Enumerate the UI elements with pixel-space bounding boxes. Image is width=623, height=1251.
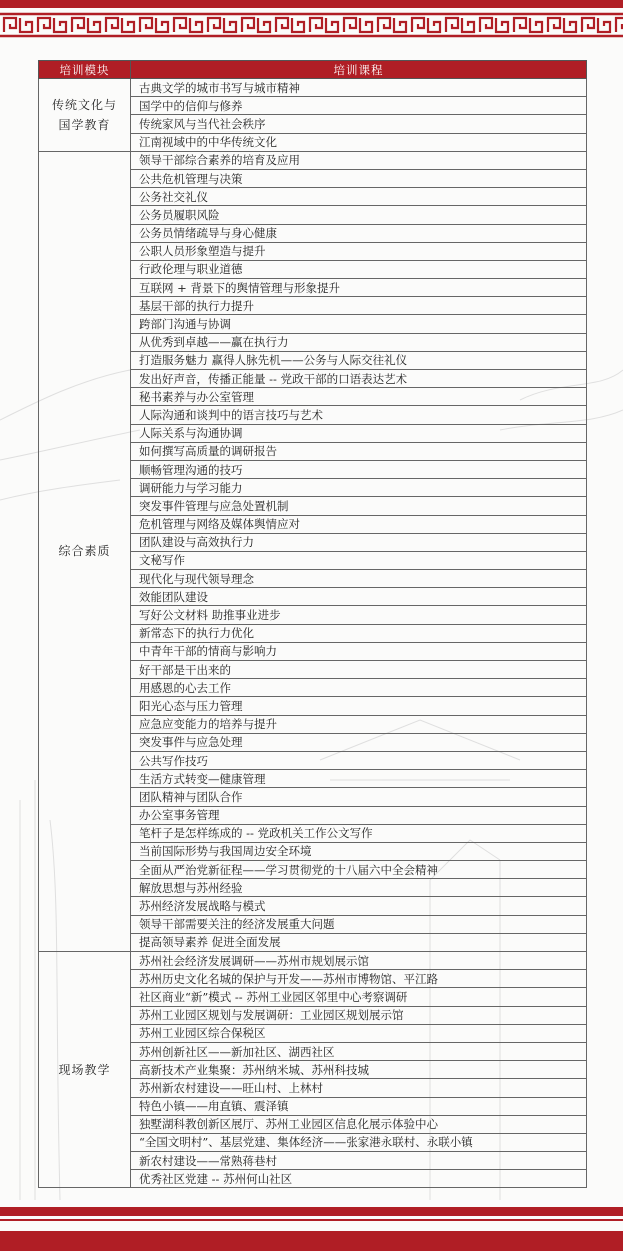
course-cell: 苏州经济发展战略与模式: [131, 897, 587, 915]
course-cell: 公职人员形象塑造与提升: [131, 242, 587, 260]
course-cell: 独墅湖科教创新区展厅、苏州工业园区信息化展示体验中心: [131, 1115, 587, 1133]
course-cell: 公务员履职风险: [131, 206, 587, 224]
course-cell: 顺畅管理沟通的技巧: [131, 460, 587, 478]
course-cell: 特色小镇——甪直镇、震泽镇: [131, 1097, 587, 1115]
course-cell: 国学中的信仰与修养: [131, 97, 587, 115]
course-cell: 打造服务魅力 赢得人脉先机——公务与人际交往礼仪: [131, 351, 587, 369]
course-cell: 苏州工业园区综合保税区: [131, 1024, 587, 1042]
course-cell: 人际沟通和谈判中的语言技巧与艺术: [131, 406, 587, 424]
course-cell: 调研能力与学习能力: [131, 479, 587, 497]
course-cell: 江南视域中的中华传统文化: [131, 133, 587, 151]
course-cell: 公共写作技巧: [131, 751, 587, 769]
course-cell: 现代化与现代领导理念: [131, 570, 587, 588]
header-module: 培训模块: [39, 61, 131, 79]
course-cell: 团队精神与团队合作: [131, 788, 587, 806]
course-cell: 提高领导素养 促进全面发展: [131, 933, 587, 951]
table-header-row: [39, 61, 587, 79]
course-cell: 新常态下的执行力优化: [131, 624, 587, 642]
module-name-cell: 综合素质: [39, 151, 131, 951]
course-cell: 苏州新农村建设——旺山村、上林村: [131, 1079, 587, 1097]
course-cell: 应急应变能力的培养与提升: [131, 715, 587, 733]
course-cell: 中青年干部的情商与影响力: [131, 642, 587, 660]
course-cell: 写好公文材料 助推事业进步: [131, 606, 587, 624]
course-cell: 传统家风与当代社会秩序: [131, 115, 587, 133]
course-cell: 苏州创新社区——新加社区、湖西社区: [131, 1042, 587, 1060]
bottom-band-border: [0, 1207, 623, 1251]
course-cell: 发出好声音，传播正能量 -- 党政干部的口语表达艺术: [131, 370, 587, 388]
course-cell: 公务员情绪疏导与身心健康: [131, 224, 587, 242]
course-cell: 高新技术产业集聚：苏州纳米城、苏州科技城: [131, 1061, 587, 1079]
top-fretwork-border: [0, 0, 623, 44]
course-cell: 突发事件与应急处理: [131, 733, 587, 751]
course-cell: 苏州社会经济发展调研——苏州市规划展示馆: [131, 952, 587, 970]
course-cell: 文秘写作: [131, 551, 587, 569]
course-cell: 人际关系与沟通协调: [131, 424, 587, 442]
course-cell: 苏州历史文化名城的保护与开发——苏州市博物馆、平江路: [131, 970, 587, 988]
course-cell: 苏州工业园区规划与发展调研：工业园区规划展示馆: [131, 1006, 587, 1024]
course-cell: 办公室事务管理: [131, 806, 587, 824]
course-cell: 生活方式转变—健康管理: [131, 770, 587, 788]
course-cell: 解放思想与苏州经验: [131, 879, 587, 897]
course-cell: 新农村建设——常熟蒋巷村: [131, 1152, 587, 1170]
course-cell: 社区商业“新”模式 -- 苏州工业园区邻里中心考察调研: [131, 988, 587, 1006]
module-name-cell: 现场教学: [39, 952, 131, 1188]
course-cell: 行政伦理与职业道德: [131, 260, 587, 278]
course-cell: 领导干部需要关注的经济发展重大问题: [131, 915, 587, 933]
course-cell: 跨部门沟通与协调: [131, 315, 587, 333]
course-cell: 阳光心态与压力管理: [131, 697, 587, 715]
course-cell: 古典文学的城市书写与城市精神: [131, 79, 587, 97]
course-cell: 当前国际形势与我国周边安全环境: [131, 842, 587, 860]
course-cell: 效能团队建设: [131, 588, 587, 606]
course-cell: 领导干部综合素养的培育及应用: [131, 151, 587, 169]
course-cell: 如何撰写高质量的调研报告: [131, 442, 587, 460]
course-cell: 全面从严治党新征程——学习贯彻党的十八届六中全会精神: [131, 861, 587, 879]
course-cell: 秘书素养与办公室管理: [131, 388, 587, 406]
course-cell: 团队建设与高效执行力: [131, 533, 587, 551]
table-row: [39, 952, 587, 970]
course-cell: 优秀社区党建 -- 苏州何山社区: [131, 1170, 587, 1188]
course-cell: 基层干部的执行力提升: [131, 297, 587, 315]
course-cell: 危机管理与网络及媒体舆情应对: [131, 515, 587, 533]
table-row: [39, 151, 587, 169]
course-cell: 从优秀到卓越——赢在执行力: [131, 333, 587, 351]
course-cell: 好干部是干出来的: [131, 661, 587, 679]
course-cell: 用感恩的心去工作: [131, 679, 587, 697]
course-cell: 互联网 + 背景下的舆情管理与形象提升: [131, 279, 587, 297]
table-body: [39, 79, 587, 1188]
course-cell: 笔杆子是怎样练成的 -- 党政机关工作公文写作: [131, 824, 587, 842]
course-cell: 突发事件管理与应急处置机制: [131, 497, 587, 515]
table-row: [39, 79, 587, 97]
course-cell: “全国文明村”、基层党建、集体经济——张家港永联村、永联小镇: [131, 1133, 587, 1151]
course-cell: 公共危机管理与决策: [131, 169, 587, 187]
header-course: 培训课程: [131, 61, 587, 79]
course-cell: 公务社交礼仪: [131, 188, 587, 206]
course-table: [38, 60, 587, 1188]
module-name-cell: 传统文化与 国学教育: [39, 79, 131, 152]
